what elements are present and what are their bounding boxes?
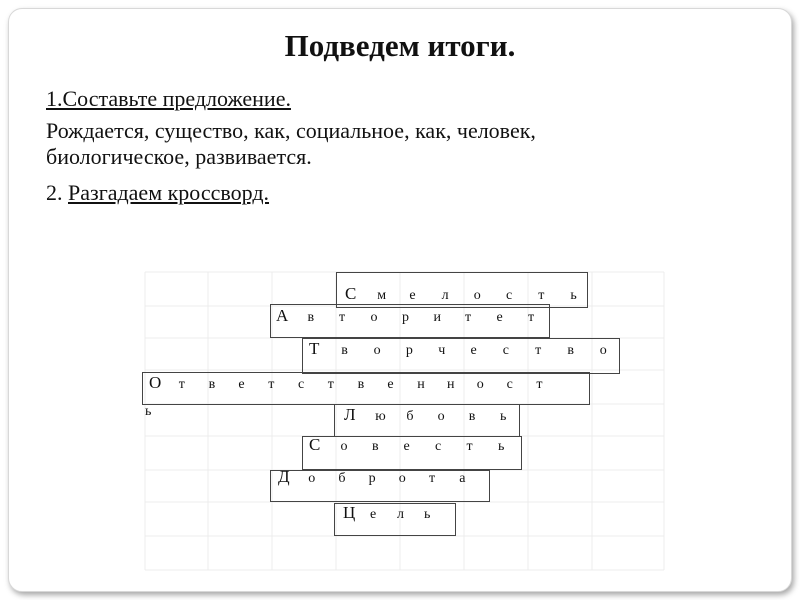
task1-sentence-line1: Рождается, существо, как, социальное, как, человек, <box>46 118 536 143</box>
crossword-letter: н <box>447 377 455 392</box>
crossword-letter: Ц <box>343 503 356 522</box>
crossword-letter: т <box>429 471 436 486</box>
crossword-letter: в <box>468 409 476 424</box>
crossword-row-word-smelost <box>336 272 588 308</box>
crossword-letter: б <box>338 471 346 486</box>
crossword-letter: т <box>268 377 275 392</box>
crossword-letter: л <box>441 288 449 303</box>
crossword-letter: р <box>402 310 409 325</box>
crossword-letter: т <box>465 310 472 325</box>
crossword-letter: е <box>238 377 245 392</box>
crossword-letter: С <box>309 435 321 454</box>
task2-number: 2. <box>46 180 63 205</box>
crossword-letter: т <box>535 343 542 358</box>
crossword-letter: с <box>298 377 305 392</box>
crossword-letter: а <box>459 471 466 486</box>
crossword-letter: в <box>208 377 216 392</box>
crossword-letter: м <box>377 288 387 303</box>
crossword-letter: т <box>327 377 334 392</box>
crossword-row-word-lyubov <box>334 404 520 437</box>
crossword-letter: ь <box>424 507 431 522</box>
crossword-letter: т <box>339 310 346 325</box>
crossword-letter: А <box>276 306 289 325</box>
crossword-letter: е <box>496 310 503 325</box>
crossword-letter: с <box>506 288 513 303</box>
crossword-letter: С <box>345 284 357 303</box>
crossword-letter: е <box>470 343 477 358</box>
crossword-letter: в <box>307 310 315 325</box>
crossword-row-word-sovest <box>302 436 522 470</box>
crossword-letter: О <box>149 373 162 392</box>
task1-heading: 1.Составьте предложение. <box>46 86 291 111</box>
crossword-letter: ь <box>498 439 505 454</box>
crossword-letter: е <box>403 439 410 454</box>
crossword-letter: о <box>473 288 481 303</box>
crossword-letter: с <box>435 439 442 454</box>
crossword-letter: о <box>373 343 381 358</box>
crossword-letter: с <box>506 377 513 392</box>
crossword-letter: Т <box>309 339 320 358</box>
crossword-letter: о <box>476 377 484 392</box>
crossword-letter: е <box>370 507 377 522</box>
crossword-letter: о <box>370 310 378 325</box>
crossword-letter: о <box>599 343 607 358</box>
crossword-letter: и <box>433 310 441 325</box>
crossword-letter: о <box>340 439 348 454</box>
page-title: Подведем итоги. <box>284 28 516 63</box>
crossword-letter: т <box>178 377 185 392</box>
crossword-letter: ь <box>570 288 577 303</box>
crossword-letter: с <box>502 343 510 358</box>
crossword-letter: о <box>437 409 445 424</box>
crossword-letter: в <box>357 377 365 392</box>
crossword-letter: в <box>341 343 348 358</box>
crossword-letter: ю <box>375 409 386 424</box>
task1-sentence-line2: биологическое, развивается. <box>46 144 312 169</box>
crossword-letter: т <box>538 288 545 303</box>
crossword-letter: р <box>405 343 413 358</box>
crossword-letter: т <box>466 439 473 454</box>
crossword-letter: б <box>406 409 414 424</box>
crossword-letter: в <box>567 343 575 358</box>
crossword-letter: ь <box>145 404 152 419</box>
crossword-letter: Д <box>278 467 290 486</box>
crossword-letter: о <box>398 471 406 486</box>
crossword-letter: Л <box>344 405 356 424</box>
crossword-letter: т <box>536 377 543 392</box>
crossword-row-word-dobrota <box>270 467 490 502</box>
crossword-letter: в <box>372 439 379 454</box>
task2-heading: Разгадаем кроссворд. <box>68 180 270 205</box>
crossword-letter: о <box>308 471 316 486</box>
crossword-letter: ч <box>438 343 446 358</box>
crossword-letter: н <box>417 377 425 392</box>
crossword-letter: р <box>368 471 376 486</box>
crossword-letter: т <box>528 310 535 325</box>
crossword-letter: ь <box>500 409 507 424</box>
crossword-letter: л <box>397 507 404 522</box>
crossword-letter: е <box>387 377 394 392</box>
crossword-letter: е <box>409 288 416 303</box>
